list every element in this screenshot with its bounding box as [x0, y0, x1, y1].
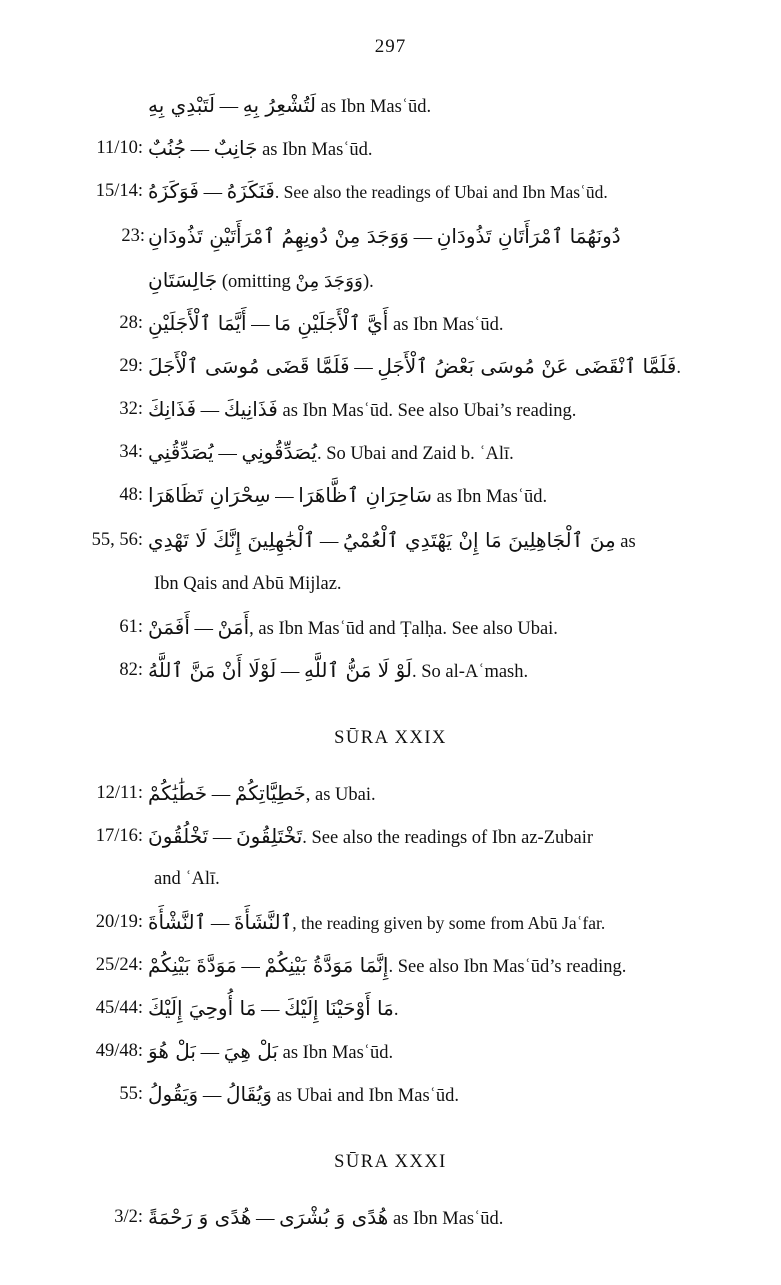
dash: —	[212, 828, 236, 848]
reading-note: as Ibn Masʿūd.	[388, 315, 504, 335]
arabic-variant: مَا أَوْحَيْنَا إِلَيْكَ	[284, 996, 394, 1020]
verse-ref: 45/44:	[95, 998, 143, 1018]
dash: —	[319, 532, 343, 552]
verse-ref: 82:	[119, 660, 143, 680]
dash: —	[354, 358, 378, 378]
reading-entry	[0, 302, 781, 345]
reading-note: , as Ibn Masʿūd and Ṭalḥa. See also Ubai.	[249, 619, 558, 639]
reading-body	[148, 127, 373, 172]
verse-ref: 55, 56:	[91, 530, 143, 550]
reading-note: .	[676, 358, 681, 378]
reading-body	[148, 388, 576, 433]
reading-body	[148, 1030, 393, 1075]
reading-note: . See also Ibn Masʿūd’s reading.	[388, 957, 627, 977]
reading-body	[148, 944, 626, 989]
reading-entry	[0, 388, 781, 431]
verse-ref: 12/11:	[96, 783, 143, 803]
reading-note: . So Ubai and Zaid b. ʿAlī.	[316, 444, 514, 464]
dash: —	[219, 97, 243, 117]
page-number: 297	[374, 36, 407, 57]
reading-body	[148, 1073, 459, 1118]
verse-ref: 49/48:	[95, 1041, 143, 1061]
reading-note: . See also the readings of Ibn az-Zubair	[302, 828, 594, 848]
reading-body	[148, 1196, 503, 1241]
arabic-standard: مَا أُوحِيَ إِلَيْكَ	[148, 996, 257, 1020]
arabic-standard: جُنُبٌ	[148, 136, 187, 160]
arabic-standard: فَذَانِكَ	[148, 397, 197, 421]
reading-entry	[0, 170, 781, 213]
reading-entry	[0, 213, 781, 259]
reading-entry	[0, 431, 781, 474]
arabic-standard: أَفَمَنْ	[148, 615, 190, 639]
variant-readings-list	[0, 84, 781, 1239]
verse-ref: 20/19:	[95, 912, 143, 932]
arabic-standard: وَيَقُولُ	[148, 1082, 199, 1106]
verse-ref: 3/2:	[114, 1207, 143, 1227]
reading-body	[148, 170, 608, 215]
reading-entry-continuation	[0, 858, 781, 901]
sura-heading: SŪRA XXIX	[334, 728, 447, 748]
reading-note: as Ibn Masʿūd.	[388, 1209, 504, 1229]
dash: —	[218, 444, 242, 464]
dash: —	[190, 140, 214, 160]
reading-body	[148, 901, 605, 946]
dash: —	[200, 1043, 224, 1063]
arabic-variant: يُصَدِّقُونِي	[241, 440, 317, 464]
reading-body	[148, 345, 681, 390]
reading-entry	[0, 84, 781, 127]
dash: —	[413, 228, 437, 248]
reading-entry	[0, 1196, 781, 1239]
verse-ref: 15/14:	[95, 181, 143, 201]
arabic-standard: وَوَجَدَ مِنْ دُونِهِمُ ٱمْرَأَتَيْنِ تَذُودَانِ	[148, 224, 409, 248]
reading-entry	[0, 517, 781, 563]
reading-entry-continuation	[0, 259, 781, 302]
reading-body	[148, 649, 528, 694]
reading-entry-continuation	[0, 563, 781, 606]
arabic-standard: تَخْلُقُونَ	[148, 824, 209, 848]
arabic-standard: هُدًى وَ رَحْمَةً	[148, 1205, 252, 1229]
verse-ref: 11/10:	[96, 138, 143, 158]
arabic-standard: ٱلنَّشْأَةَ	[148, 910, 207, 934]
dash: —	[275, 487, 299, 507]
reading-note: as Ibn Masʿūd. See also Ubai’s reading.	[277, 401, 577, 421]
reading-note: as Ibn Masʿūd.	[278, 1043, 394, 1063]
reading-note: as	[615, 532, 636, 552]
verse-ref: 48:	[119, 485, 143, 505]
arabic-variant: فَلَمَّا ٱنْقَضَى عَنْ مُوسَى بَعْضُ ٱلْأَجَلِ	[377, 354, 677, 378]
arabic-variant: إِنَّمَا مَوَدَّةُ بَيْنِكُمْ	[264, 953, 389, 977]
arabic-variant: جَانِبٌ	[213, 136, 258, 160]
arabic-standard: لَوْلَا أَنْ مَنَّ ٱللَّهُ	[148, 658, 277, 682]
arabic-standard: مَوَدَّةَ بَيْنِكُمْ	[148, 953, 237, 977]
reading-note: as Ibn Masʿūd.	[316, 97, 432, 117]
arabic-variant: ٱلنَّشَأَةَ	[234, 910, 293, 934]
reading-note: and ʿAlī.	[154, 869, 220, 889]
dash: —	[241, 957, 265, 977]
reading-note: . So al-Aʿmash.	[412, 662, 529, 682]
dash: —	[200, 401, 224, 421]
reading-body	[148, 606, 558, 651]
arabic-variant: وَيُقَالُ	[225, 1082, 272, 1106]
reading-note: , as Ubai.	[305, 785, 376, 805]
verse-ref: 17/16:	[95, 826, 143, 846]
arabic-variant: دُونَهُمَا ٱمْرَأَتَانِ تَذُودَانِ	[436, 224, 621, 248]
reading-body	[148, 815, 593, 860]
arabic-standard: فَلَمَّا قَضَى مُوسَى ٱلْأَجَلَ	[148, 354, 350, 378]
arabic-standard: خَطَٰيَٰكُمْ	[148, 781, 208, 805]
verse-ref: 61:	[119, 617, 143, 637]
reading-body	[148, 772, 376, 817]
dash: —	[210, 914, 235, 934]
reading-note: as Ibn Masʿūd.	[257, 140, 373, 160]
arabic-standard: بَلْ هُوَ	[148, 1039, 196, 1063]
dash: —	[194, 619, 218, 639]
arabic-variant: بَلْ هِيَ	[223, 1039, 278, 1063]
dash: —	[203, 183, 227, 203]
arabic-variant: أَيَّ ٱلْأَجَلَيْنِ مَا	[274, 311, 389, 335]
sura-heading: SŪRA XXXI	[334, 1152, 447, 1172]
reading-note: as Ibn Masʿūd.	[432, 487, 548, 507]
reading-body	[148, 431, 514, 476]
verse-ref: 55:	[119, 1084, 143, 1104]
reading-note: .	[393, 1000, 399, 1020]
reading-body	[148, 517, 636, 565]
reading-entry	[0, 1073, 781, 1116]
reading-note: as Ubai and Ibn Masʿūd.	[271, 1086, 459, 1106]
dash: —	[280, 662, 304, 682]
reading-body	[148, 302, 503, 347]
dash: —	[211, 785, 235, 805]
reading-entry	[0, 1030, 781, 1073]
reading-body	[148, 84, 431, 129]
arabic-variant: فَنَكَزَهُ	[226, 179, 275, 203]
reading-entry	[0, 127, 781, 170]
reading-entry	[0, 345, 781, 388]
dash: —	[202, 1086, 226, 1106]
arabic-variant: مِنَ ٱلْجَاهِلِينَ مَا إِنْ يَهْتَدِي ٱلْعُمْيُ	[342, 528, 616, 552]
verse-ref: 32:	[119, 399, 143, 419]
reading-body	[148, 213, 621, 261]
arabic-standard: يُصَدِّقُنِي	[148, 440, 214, 464]
arabic-variant: جَالِسَتَانِ	[148, 268, 218, 292]
arabic-variant: خَطِيَّاتِكُمْ	[234, 781, 306, 805]
reading-note: Ibn Qais and Abū Mijlaz.	[154, 574, 342, 594]
dash: —	[256, 1209, 280, 1229]
verse-ref: 25/24:	[95, 955, 143, 975]
arabic-variant: أَمَنْ	[217, 615, 250, 639]
dash: —	[260, 1000, 285, 1020]
arabic-standard: سِحْرَانِ تَظَاهَرَا	[148, 483, 271, 507]
reading-note: (omitting وَوَجَدَ مِنْ).	[217, 272, 374, 292]
arabic-standard: لَتَبْدِي بِهِ	[148, 93, 215, 117]
reading-entry	[0, 987, 781, 1030]
dash: —	[251, 315, 275, 335]
reading-entry	[0, 772, 781, 815]
reading-entry	[0, 649, 781, 692]
arabic-variant: هُدًى وَ بُشْرَى	[279, 1205, 389, 1229]
arabic-variant: لَوْ لَا مَنُّ ٱللَّهِ	[304, 658, 412, 682]
arabic-standard: فَوَكَزَهُ	[148, 179, 199, 203]
reading-entry	[0, 606, 781, 649]
verse-ref: 23:	[121, 226, 145, 246]
reading-note: , the reading given by some from Abū Jaʿfar.	[292, 913, 606, 933]
arabic-variant: لَتُشْعِرُ بِهِ	[242, 93, 317, 117]
reading-entry	[0, 815, 781, 858]
reading-body	[148, 259, 374, 304]
reading-body	[148, 987, 399, 1032]
verse-ref: 28:	[119, 313, 143, 333]
verse-ref: 34:	[119, 442, 143, 462]
arabic-standard: ٱلْجَٰهِلِينَ إِنَّكَ لَا تَهْدِي	[148, 528, 316, 552]
arabic-variant: تَخْتَلِقُونَ	[235, 824, 303, 848]
reading-note: . See also the readings of Ubai and Ibn Masʿūd.	[274, 182, 608, 202]
reading-entry	[0, 901, 781, 944]
reading-body	[148, 474, 547, 519]
arabic-standard: أَيَّمَا ٱلْأَجَلَيْنِ	[148, 311, 247, 335]
reading-entry	[0, 944, 781, 987]
arabic-variant: سَاحِرَانِ ٱظَّاهَرَا	[298, 483, 432, 507]
verse-ref: 29:	[119, 356, 143, 376]
arabic-variant: فَذَانِيكَ	[223, 397, 278, 421]
reading-entry	[0, 474, 781, 517]
